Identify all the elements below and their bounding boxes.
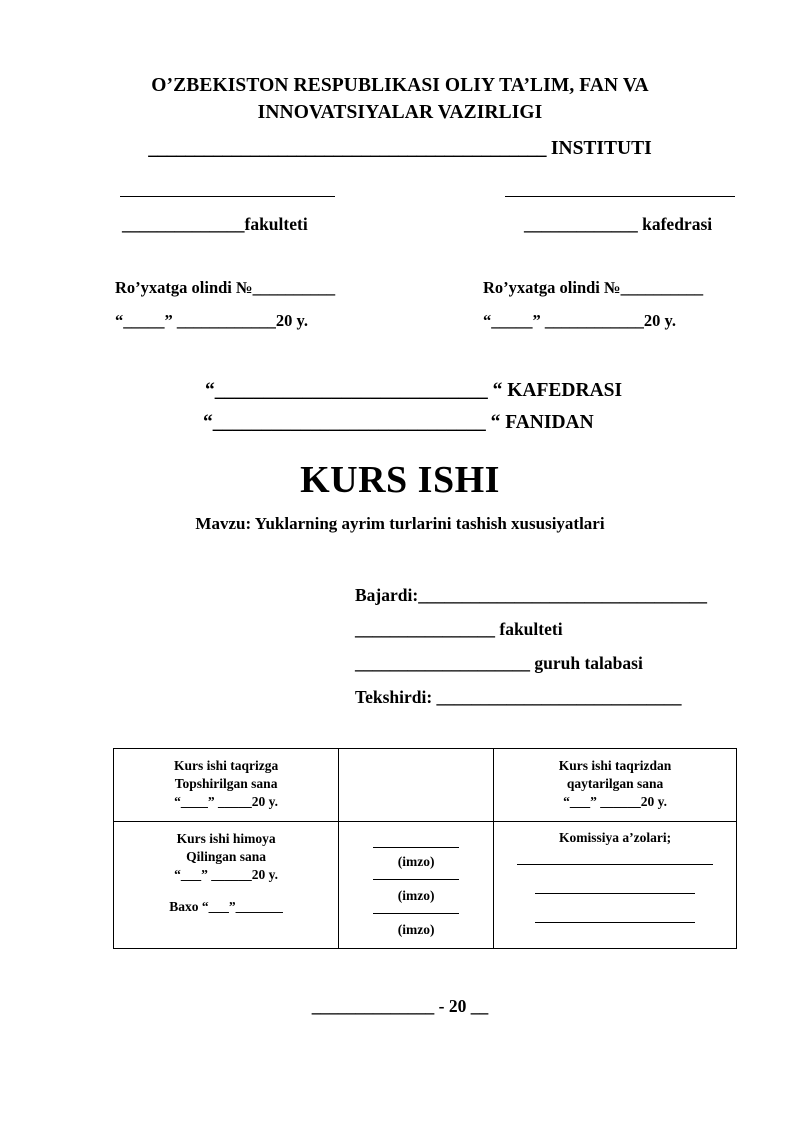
cell-defence (114, 822, 339, 949)
signature-rule-2 (373, 879, 459, 880)
faculty-line: ________________ fakulteti (355, 619, 563, 639)
cell-returned-from-review (494, 749, 737, 822)
registration-left-line-1: Ro’yxatga olindi №__________ (115, 278, 336, 297)
defence-line-1: Kurs ishi himoya (176, 831, 276, 846)
signature-label-2: (imzo) (397, 888, 435, 903)
group-line: ____________________ guruh talabasi (355, 653, 643, 673)
ministry-line-2: INNOVATSIYALAR VAZIRLIGI (257, 102, 543, 123)
returned-line-1: Kurs ishi taqrizdan (558, 758, 672, 773)
kafedra-line: “____________________________ “ KAFEDRASI (205, 380, 623, 401)
performed-by-line: Bajardi:_________________________________ (355, 585, 707, 605)
returned-line-2: qaytarilgan sana (566, 776, 664, 791)
registration-right-line-2: “_____” ____________20 y. (483, 311, 676, 330)
signature-rule-3 (373, 913, 459, 914)
checked-by-line: Tekshirdi: ____________________________ (355, 687, 682, 707)
kafedra-fan-block (100, 380, 760, 444)
faculty-label: ______________fakulteti (122, 214, 308, 234)
department-label: _____________ kafedrasi (524, 214, 713, 234)
info-table (113, 748, 737, 949)
defence-date-blank: “___” ______20 y. (174, 867, 279, 882)
institute-blank-field: ___________________________________________ (148, 138, 547, 159)
institute-word: INSTITUTI (550, 138, 652, 159)
cell-signatures (339, 822, 494, 949)
registration-left (115, 278, 435, 331)
signature-rule-1 (373, 838, 459, 848)
registration-right-line-1: Ro’yxatga olindi №__________ (483, 278, 704, 297)
signature-label-1: (imzo) (397, 854, 435, 869)
registration-left-line-2: “_____” ____________20 y. (115, 311, 308, 330)
cell-commission-members (494, 822, 737, 949)
submitted-date-blank: “____” _____20 y. (174, 794, 279, 809)
commission-title: Komissiya a’zolari; (559, 830, 672, 845)
cell-empty-middle (339, 749, 494, 822)
commission-rule-3 (535, 910, 695, 923)
faculty-rule (120, 182, 335, 197)
signature-label-3: (imzo) (397, 922, 435, 937)
fanidan-line: “____________________________ “ FANIDAN (203, 412, 594, 433)
footer-year-line: ______________ - 20 __ (311, 996, 489, 1016)
ministry-heading (90, 72, 710, 126)
table-row (114, 822, 737, 949)
commission-rule-2 (535, 881, 695, 894)
submitted-line-1: Kurs ishi taqrizga (173, 758, 279, 773)
cell-submitted-for-review (114, 749, 339, 822)
topic-line: Mavzu: Yuklarning ayrim turlarini tashish xususiyatlari (195, 514, 605, 533)
returned-date-blank: “___” ______20 y. (563, 794, 667, 809)
table-row (114, 749, 737, 822)
registration-right (483, 278, 800, 331)
grade-line: Baxo “___”_______ (169, 899, 283, 914)
signers-block (355, 578, 755, 714)
commission-rule-1 (517, 852, 713, 865)
submitted-line-2: Topshirilgan sana (174, 776, 278, 791)
department-rule (505, 182, 735, 197)
faculty-department-block (100, 182, 740, 242)
institute-row (90, 138, 710, 160)
signature-stack (345, 830, 487, 938)
ministry-line-1: O’ZBEKISTON RESPUBLIKASI OLIY TA’LIM, FAN VA (151, 75, 649, 96)
defence-line-2: Qilingan sana (186, 849, 267, 864)
document-title: KURS ISHI (300, 459, 500, 501)
